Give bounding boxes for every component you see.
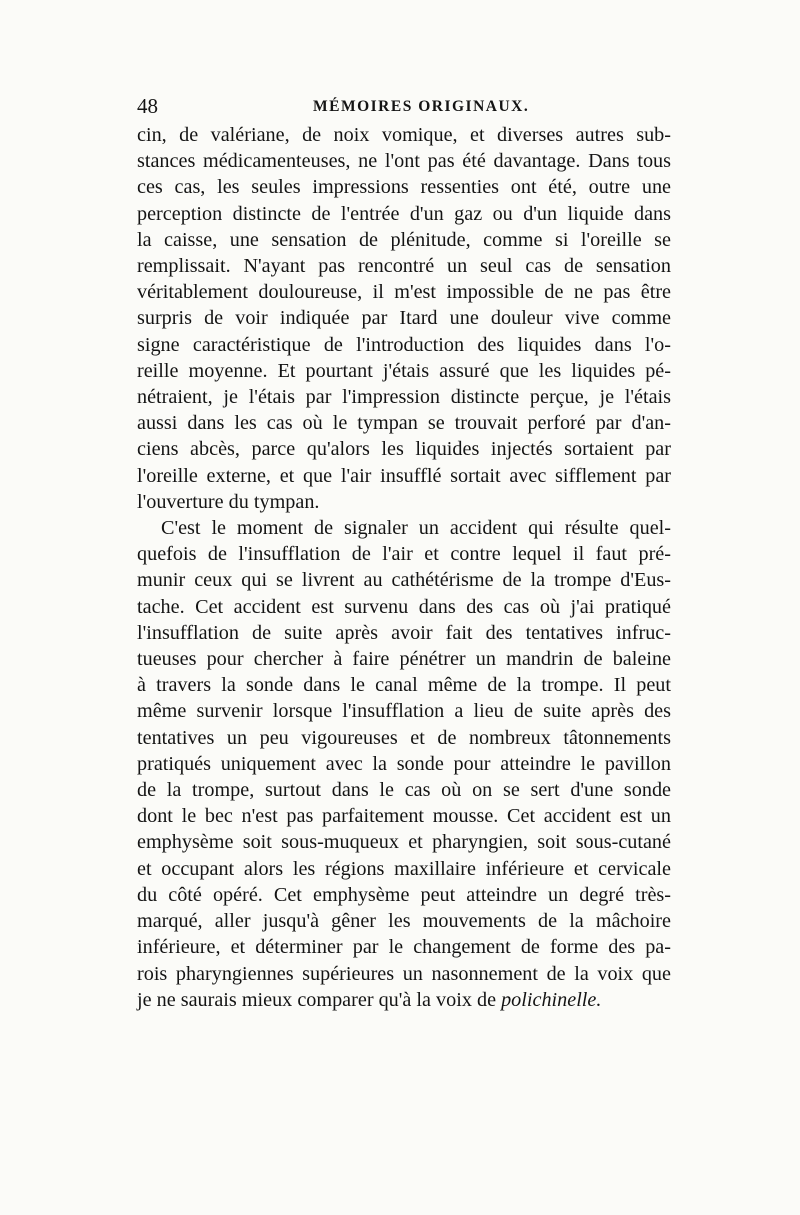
text-line: pratiqués uniquement avec la sonde pour atteindre le pavillon [137,752,671,775]
text-line: cin, de valériane, de noix vomique, et diverses autres sub- [137,124,671,146]
text-line: du côté opéré. Cet emphysème peut atteindre un degré très- [137,883,671,906]
text-line: reille moyenne. Et pourtant j'étais assuré que les liquides pé- [137,359,671,382]
text-line: C'est le moment de signaler un accident qui résulte quel- [161,517,671,540]
text-line: marqué, aller jusqu'à gêner les mouvements de la mâchoire [137,910,671,933]
text-line: quefois de l'insufflation de l'air et contre lequel il faut pré- [137,543,671,566]
text-line: même survenir lorsque l'insufflation a lieu de suite après des [137,700,671,723]
text-line: remplissait. N'ayant pas rencontré un seul cas de sensation [137,255,671,278]
text-line: surpris de voir indiquée par Itard une douleur vive comme [137,307,671,330]
paragraph-2 [137,515,671,1013]
text-line: signe caractéristique de l'introduction des liquides dans l'o- [137,333,671,356]
page-number: 48 [137,94,158,118]
text-line: véritablement douloureuse, il m'est impossible de ne pas être [137,281,671,304]
paragraph-1 [137,122,671,515]
text-line: tentatives un peu vigoureuses et de nombreux tâtonnements [137,726,671,749]
text-line: de la trompe, surtout dans le cas où on se sert d'une sonde [137,779,671,802]
text-line: ces cas, les seules impressions ressenties ont été, outre une [137,176,671,199]
text-line: la caisse, une sensation de plénitude, comme si l'oreille se [137,228,671,251]
text-line: ciens abcès, parce qu'alors les liquides injectés sortaient par [137,438,671,461]
text-line: inférieure, et déterminer par le changement de forme des pa- [137,936,671,959]
text-line: munir ceux qui se livrent au cathétérisme de la trompe d'Eus- [137,569,671,592]
body-text [137,122,671,1013]
text-line-prefix: je ne saurais mieux comparer qu'à la voix de [137,988,502,1011]
running-head [137,90,671,124]
text-line: perception distincte de l'entrée d'un gaz ou d'un liquide dans [137,202,671,225]
text-line: dont le bec n'est pas parfaitement mousse. Cet accident est un [137,805,671,828]
text-line: emphysème soit sous-muqueux et pharyngien, soit sous-cutané [137,831,671,854]
text-line: l'ouverture du tympan. [137,490,320,513]
text-line: tueuses pour chercher à faire pénétrer un mandrin de baleine [137,648,671,671]
book-page [137,90,671,1013]
running-title: MÉMOIRES ORIGINAUX. [313,98,530,115]
text-line: et occupant alors les régions maxillaire inférieure et cervicale [137,857,671,880]
text-line-last [137,987,671,1013]
text-line: l'insufflation de suite après avoir fait des tentatives infruc- [137,621,671,644]
text-line: stances médicamenteuses, ne l'ont pas été davantage. Dans tous [137,150,671,173]
text-line: tache. Cet accident est survenu dans des cas où j'ai pratiqué [137,595,671,618]
text-line: l'oreille externe, et que l'air insufflé sortait avec sifflement par [137,464,671,487]
text-line: à travers la sonde dans le canal même de la trompe. Il peut [137,674,671,697]
text-line: rois pharyngiennes supérieures un nasonnement de la voix que [137,962,671,985]
text-line: nétraient, je l'étais par l'impression distincte perçue, je l'étais [137,386,671,409]
italic-word: polichinelle. [501,988,602,1011]
text-line: aussi dans les cas où le tympan se trouvait perforé par d'an- [137,412,671,435]
